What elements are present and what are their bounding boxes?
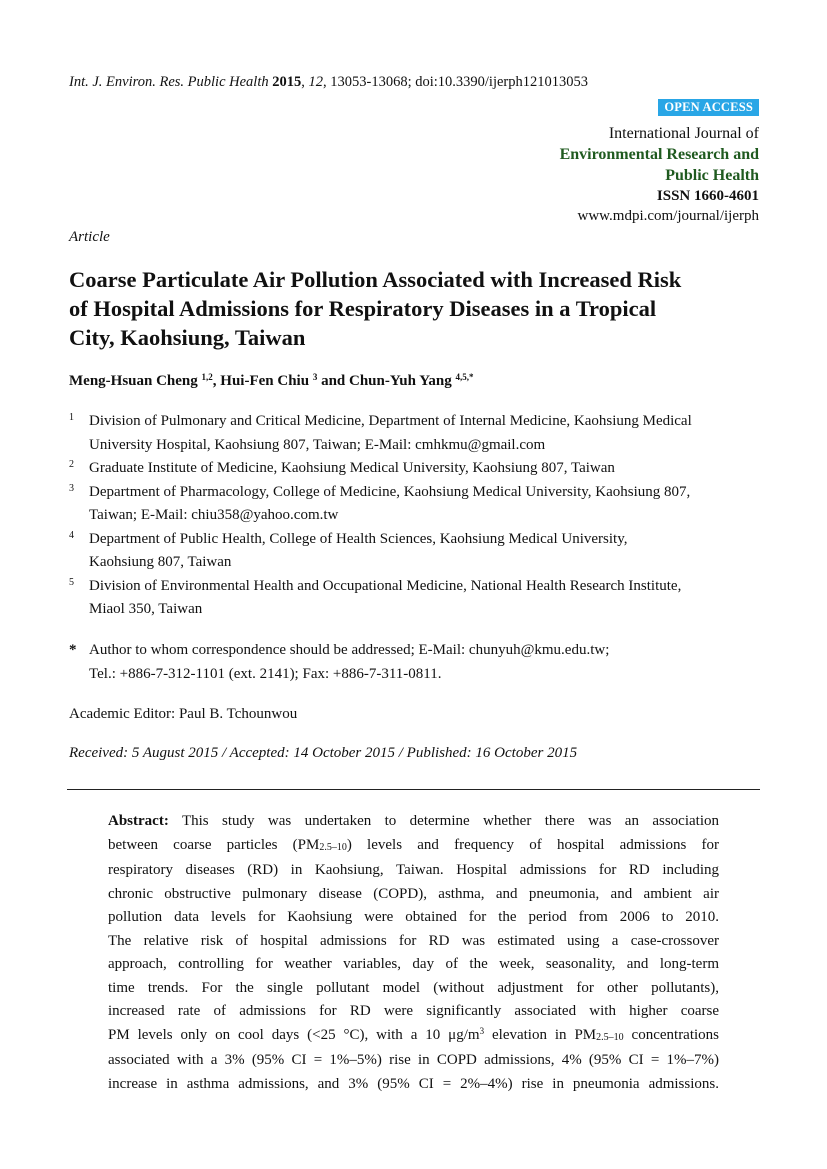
- affiliation-number: 1: [69, 412, 74, 423]
- author-affiliation: 1,2: [201, 372, 213, 382]
- abstract-text: increase in asthma admissions, and 3% (95% CI = 2%–4%) rise in pneumonia admissions.: [108, 1075, 719, 1092]
- abstract-line: [108, 953, 719, 977]
- abstract-text: The relative risk of hospital admissions for RD was estimated using a case-crossover: [108, 932, 719, 949]
- abstract-text: 2.5–10: [319, 841, 347, 853]
- title-line: Coarse Particulate Air Pollution Associated with Increased Risk: [69, 267, 682, 292]
- affiliation-line: Division of Environmental Health and Occupational Medicine, National Health Research Institute,: [89, 577, 682, 594]
- article-type: Article: [69, 229, 110, 245]
- correspondence-line: Author to whom correspondence should be addressed; E-Mail: chunyuh@kmu.edu.tw;: [89, 642, 610, 658]
- abstract-line: [108, 977, 719, 1001]
- divider: [67, 789, 760, 790]
- publication-dates: Received: 5 August 2015 / Accepted: 14 October 2015 / Published: 16 October 2015: [69, 745, 578, 761]
- affiliation-line: Graduate Institute of Medicine, Kaohsiung Medical University, Kaohsiung 807, Taiwan: [89, 460, 615, 476]
- journal-name-line3: Public Health: [665, 167, 759, 184]
- abstract-line: [108, 1000, 719, 1024]
- abstract-text: concentrations: [623, 1026, 720, 1043]
- affiliation-line: Department of Public Health, College of Health Sciences, Kaohsiung Medical University,: [89, 530, 628, 547]
- journal-url[interactable]: www.mdpi.com/journal/ijerph: [577, 208, 759, 224]
- corresponding-mark: *: [69, 642, 77, 658]
- citation-rest: , 13053-13068; doi:10.3390/ijerph121013053: [322, 74, 588, 90]
- affiliation-line: Taiwan; E-Mail: chiu358@yahoo.com.tw: [89, 507, 339, 523]
- abstract-text: PM levels only on cool days (<25 °C), with a 10 μg/m: [108, 1026, 480, 1043]
- citation-volume: 12: [308, 74, 323, 90]
- paper-title: [69, 265, 769, 352]
- author-name: Hui-Fen Chiu: [220, 373, 310, 389]
- corresponding-mark: *: [468, 372, 474, 382]
- affiliation-line: Miaol 350, Taiwan: [89, 601, 203, 617]
- citation-line: Int. J. Environ. Res. Public Health 2015, 12, 13053-13068; doi:10.3390/ijerph121013053: [69, 74, 588, 90]
- author-separator: and: [317, 373, 349, 389]
- affiliation-number: 3: [69, 482, 74, 494]
- author-separator: ,: [212, 373, 221, 389]
- abstract-text: approach, controlling for weather variables, day of the week, seasonality, and long-term: [108, 956, 719, 972]
- abstract-text: time trends. For the single pollutant model (without adjustment for other pollutants),: [108, 979, 719, 996]
- abstract-line: [108, 810, 719, 834]
- abstract-line: [108, 883, 719, 907]
- abstract-line: [108, 1073, 719, 1097]
- affiliation-item: [69, 410, 769, 457]
- abstract-line: [108, 834, 719, 860]
- abstract-text: respiratory diseases (RD) in Kaohsiung, Taiwan. Hospital admissions for RD including: [108, 862, 719, 878]
- affiliations: [69, 410, 769, 622]
- abstract-text: increased rate of admissions for RD were significantly associated with higher coarse: [108, 1003, 719, 1019]
- author-affiliation-numbers: 4,5,: [455, 372, 469, 382]
- citation-journal: Int. J. Environ. Res. Public Health: [69, 74, 269, 90]
- abstract-line: [108, 859, 719, 883]
- journal-name-line1: International Journal of: [608, 125, 759, 142]
- abstract-text: elevation in PM: [484, 1026, 597, 1043]
- affiliation-item: [69, 457, 769, 481]
- author-affiliation: [455, 372, 473, 382]
- abstract-text: between coarse particles (PM: [108, 836, 320, 853]
- author-name: Chun-Yuh Yang: [349, 373, 452, 389]
- abstract-text: pollution data levels for Kaohsiung were obtained for the period from 2006 to 2010.: [108, 909, 719, 925]
- correspondence: [69, 639, 769, 686]
- abstract-label: Abstract:: [108, 813, 169, 829]
- affiliation-line: Division of Pulmonary and Critical Medicine, Department of Internal Medicine, Kaohsiung Medical: [89, 413, 692, 429]
- affiliation-item: [69, 481, 769, 528]
- title-line: City, Kaohsiung, Taiwan: [69, 325, 306, 350]
- affiliation-line: University Hospital, Kaohsiung 807, Taiwan; E-Mail: cmhkmu@gmail.com: [89, 436, 546, 453]
- abstract-text: 2.5–10: [596, 1031, 624, 1043]
- abstract-line: [108, 930, 719, 954]
- affiliation-number: 5: [69, 576, 74, 588]
- academic-editor: Academic Editor: Paul B. Tchounwou: [69, 706, 298, 722]
- affiliation-line: Department of Pharmacology, College of Medicine, Kaohsiung Medical University, Kaohsiung 807,: [89, 483, 691, 500]
- correspondence-item: [69, 639, 769, 686]
- abstract-line: [108, 1024, 719, 1050]
- abstract-line: [108, 1049, 719, 1073]
- title-line: of Hospital Admissions for Respiratory Diseases in a Tropical: [69, 296, 657, 321]
- affiliation-number: 4: [69, 529, 74, 541]
- author-name: Meng-Hsuan Cheng: [69, 373, 198, 389]
- author-affiliation: 3: [312, 372, 318, 382]
- affiliation-item: [69, 575, 769, 622]
- abstract-line: [108, 906, 719, 930]
- abstract: [108, 810, 719, 1096]
- abstract-text: 3: [479, 1025, 485, 1036]
- journal-name-line2: Environmental Research and: [559, 146, 759, 163]
- open-access-badge: OPEN ACCESS: [658, 99, 759, 116]
- author-list: [69, 373, 473, 390]
- citation-year: 2015: [272, 74, 302, 90]
- abstract-text: associated with a 3% (95% CI = 1%–5%) rise in COPD admissions, 4% (95% CI = 1%–7%): [108, 1052, 719, 1068]
- affiliation-line: Kaohsiung 807, Taiwan: [89, 554, 232, 570]
- affiliation-item: [69, 528, 769, 575]
- issn: ISSN 1660-4601: [656, 188, 759, 204]
- correspondence-line: Tel.: +886-7-312-1101 (ext. 2141); Fax: +886-7-311-0811.: [89, 665, 442, 682]
- abstract-text: ) levels and frequency of hospital admissions for: [346, 836, 719, 853]
- abstract-text: This study was undertaken to determine whether there was an association: [168, 813, 719, 829]
- affiliation-number: 2: [69, 459, 74, 470]
- abstract-text: chronic obstructive pulmonary disease (COPD), asthma, and pneumonia, and ambient air: [108, 885, 719, 902]
